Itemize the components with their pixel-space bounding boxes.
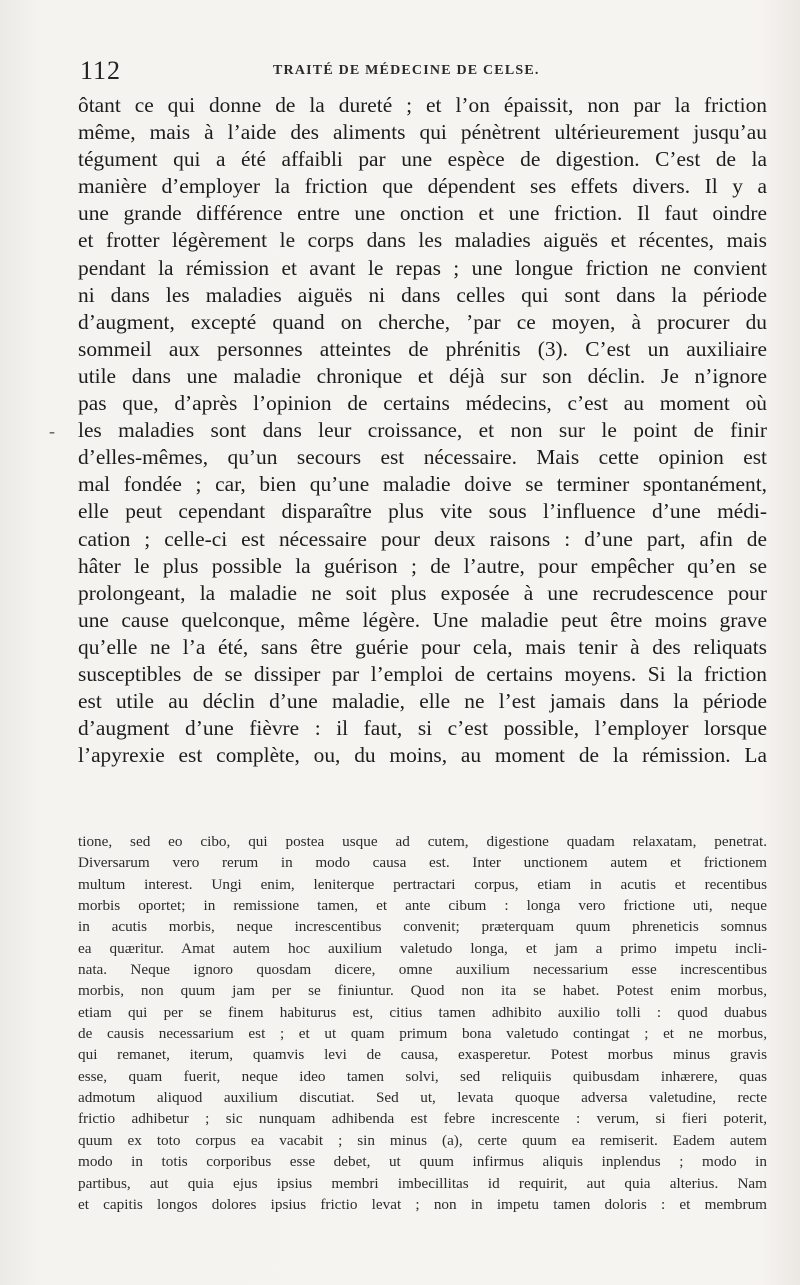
french-translation-text	[78, 92, 767, 769]
note-line: ea quæritur. Amat autem hoc auxilium valetudo longa, et jam a primo impetu incli-	[78, 939, 767, 957]
note-line: morbis oportet; in remissione tamen, et ante cibum : longa vero frictione uti, neque	[78, 897, 767, 915]
note-line: tione, sed eo cibo, qui postea usque ad cutem, digestione quadam relaxatam, penetrat.	[78, 833, 767, 850]
text-line: une grande différence entre une onction et une friction. Il faut oindre	[78, 201, 767, 226]
latin-original-text	[78, 831, 767, 1215]
text-line: utile dans une maladie chronique et déjà sur son déclin. Je n’ignore	[78, 363, 767, 388]
margin-mark: -	[49, 421, 55, 441]
text-line: d’elles-mêmes, qu’un secours est nécessaire. Mais cette opinion est	[78, 445, 767, 470]
text-line: hâter le plus possible la guérison ; de l’autre, pour empêcher qu’en se	[78, 553, 767, 578]
note-line: esse, quam fuerit, neque ideo tamen solvi, sed reliquiis quibusdam inhærere, quas	[78, 1067, 767, 1085]
text-line: d’augment, excepté quand on cherche, ’par ce moyen, à procurer du	[78, 309, 767, 334]
text-line: qu’elle ne l’a été, sans être guérie pour cela, mais tenir à des reliquats	[78, 634, 767, 659]
note-line: quum ex toto corpus ea vacabit ; sin minus (a), certe quum ea remiserit. Eadem autem	[78, 1131, 767, 1149]
text-line: les maladies sont dans leur croissance, et non sur le point de finir	[78, 418, 767, 443]
note-line: Diversarum vero rerum in modo causa est. Inter unctionem autem et frictionem	[78, 854, 767, 872]
page-number: 112	[80, 56, 122, 85]
page-header	[78, 54, 768, 90]
text-line: d’augment d’une fièvre : il faut, si c’est possible, l’employer lorsque	[78, 716, 767, 741]
text-line: pas que, d’après l’opinion de certains médecins, c’est au moment où	[78, 391, 767, 416]
text-line: l’apyrexie est complète, ou, du moins, au moment de la rémission. La	[78, 743, 767, 768]
text-line: ôtant ce qui donne de la dureté ; et l’on épaissit, non par la friction	[78, 93, 767, 117]
text-line: prolongeant, la maladie ne soit plus exposée à une recrudescence pour	[78, 580, 767, 605]
text-line: est utile au déclin d’une maladie, elle ne l’est jamais dans la période	[78, 689, 767, 714]
text-line: sommeil aux personnes atteintes de phrénitis (3). C’est un auxiliaire	[78, 336, 767, 361]
text-line: pendant la rémission et avant le repas ; une longue friction ne convient	[78, 255, 767, 280]
note-line: qui remanet, iterum, quamvis levi de causa, exasperetur. Potest morbus minus gravis	[78, 1046, 767, 1064]
text-line: susceptibles de se dissiper par l’emploi de certains moyens. Si la friction	[78, 661, 767, 686]
text-line: même, mais à l’aide des aliments qui pénètrent ultérieurement jusqu’au	[78, 120, 767, 145]
note-line: morbis, non quum jam per se finiuntur. Quod non ita se habet. Potest enim morbus,	[78, 982, 767, 1000]
note-line: admotum aliquod auxilium discutiat. Sed ut, levata quoque adversa valetudine, recte	[78, 1089, 767, 1107]
text-line: une cause quelconque, même légère. Une maladie peut être moins grave	[78, 607, 767, 632]
note-line: partibus, aut quia ejus ipsius membri imbecillitas id requirit, aut quia alterius. Nam	[78, 1174, 767, 1192]
text-line: ni dans les maladies aiguës ni dans celles qui sont dans la période	[78, 282, 767, 307]
text-line: mal fondée ; car, bien qu’une maladie doive se terminer spontanément,	[78, 472, 767, 497]
note-line: nata. Neque ignoro quosdam dicere, omne auxilium necessarium esse increscentibus	[78, 961, 767, 979]
note-line: frictio adhibetur ; sic nunquam adhibenda est febre increscente : verum, si fieri poterit,	[78, 1110, 767, 1128]
note-line: modo in totis corporibus esse debet, ut quum infirmus aliquis inplendus ; modo in	[78, 1153, 767, 1171]
note-line: in acutis morbis, neque increscentibus convenit; præterquam quum phreneticis somnus	[78, 918, 767, 936]
text-line: tégument qui a été affaibli par une espèce de digestion. C’est de la	[78, 147, 767, 172]
running-title: TRAITÉ DE MÉDECINE DE CELSE.	[273, 63, 540, 78]
text-line: cation ; celle-ci est nécessaire pour deux raisons : d’une part, afin de	[78, 526, 767, 551]
text-line: manière d’employer la friction que dépendent ses effets divers. Il y a	[78, 174, 767, 199]
note-line: multum interest. Ungi enim, leniterque pertractari corpus, etiam in acutis et recentibus	[78, 875, 767, 893]
note-line: et capitis longos dolores ipsius frictio levat ; non in impetu tamen doloris : et membrum	[78, 1195, 767, 1213]
note-line: de causis necessarium est ; et ut quam primum bona valetudo contingat ; et ne morbus,	[78, 1025, 767, 1043]
note-line: etiam qui per se finem habiturus est, citius tamen adhibito auxilio tolli : quod duabus	[78, 1003, 767, 1021]
text-line: et frotter légèrement le corps dans les maladies aiguës et récentes, mais	[78, 228, 767, 253]
text-line: elle peut cependant disparaître plus vite sous l’influence d’une médi-	[78, 499, 767, 524]
